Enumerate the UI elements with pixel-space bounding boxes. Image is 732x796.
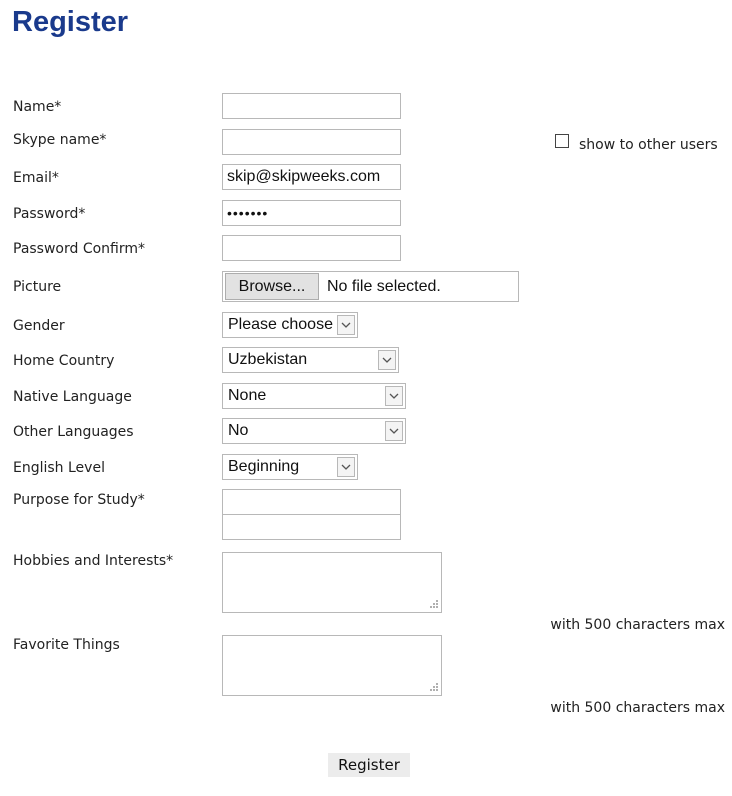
english-level-selected: Beginning — [228, 458, 300, 475]
password-confirm-input[interactable] — [222, 235, 401, 261]
other-languages-selected: No — [228, 422, 249, 439]
native-language-selected: None — [228, 387, 267, 404]
favorites-char-limit: with 500 characters max — [550, 700, 725, 716]
purpose-input-1[interactable] — [222, 489, 401, 515]
browse-button[interactable]: Browse... — [225, 273, 319, 300]
name-input[interactable] — [222, 93, 401, 119]
other-languages-select[interactable] — [222, 418, 406, 444]
english-level-select[interactable] — [222, 454, 358, 480]
skype-input[interactable] — [222, 129, 401, 155]
password-input[interactable] — [222, 200, 401, 226]
hobbies-char-limit: with 500 characters max — [550, 617, 725, 633]
show-to-others-label: show to other users — [579, 137, 718, 153]
picture-label: Picture — [13, 279, 62, 295]
email-label: Email* — [13, 170, 59, 186]
home-country-select[interactable] — [222, 347, 399, 373]
page-title: Register — [12, 6, 129, 38]
gender-select[interactable] — [222, 312, 358, 338]
chevron-down-icon — [337, 315, 355, 335]
password-label: Password* — [13, 206, 86, 222]
gender-label: Gender — [13, 318, 65, 334]
favorites-textarea[interactable] — [222, 635, 442, 696]
password-confirm-label: Password Confirm* — [13, 241, 146, 257]
native-language-label: Native Language — [13, 389, 132, 405]
email-input[interactable] — [222, 164, 401, 190]
file-status: No file selected. — [327, 277, 441, 295]
favorites-label: Favorite Things — [13, 637, 120, 653]
chevron-down-icon — [385, 386, 403, 406]
show-to-others-checkbox[interactable] — [555, 134, 569, 148]
gender-selected: Please choose — [228, 316, 333, 333]
name-label: Name* — [13, 99, 62, 115]
native-language-select[interactable] — [222, 383, 406, 409]
home-country-selected: Uzbekistan — [228, 351, 308, 368]
purpose-input-2[interactable] — [222, 514, 401, 540]
home-country-label: Home Country — [13, 353, 115, 369]
chevron-down-icon — [378, 350, 396, 370]
english-level-label: English Level — [13, 460, 105, 476]
register-button[interactable]: Register — [328, 753, 410, 777]
other-languages-label: Other Languages — [13, 424, 134, 440]
hobbies-textarea[interactable] — [222, 552, 442, 613]
hobbies-label: Hobbies and Interests* — [13, 553, 174, 569]
chevron-down-icon — [337, 457, 355, 477]
chevron-down-icon — [385, 421, 403, 441]
picture-file-input[interactable] — [222, 271, 519, 302]
purpose-label: Purpose for Study* — [13, 492, 145, 508]
skype-label: Skype name* — [13, 132, 107, 148]
